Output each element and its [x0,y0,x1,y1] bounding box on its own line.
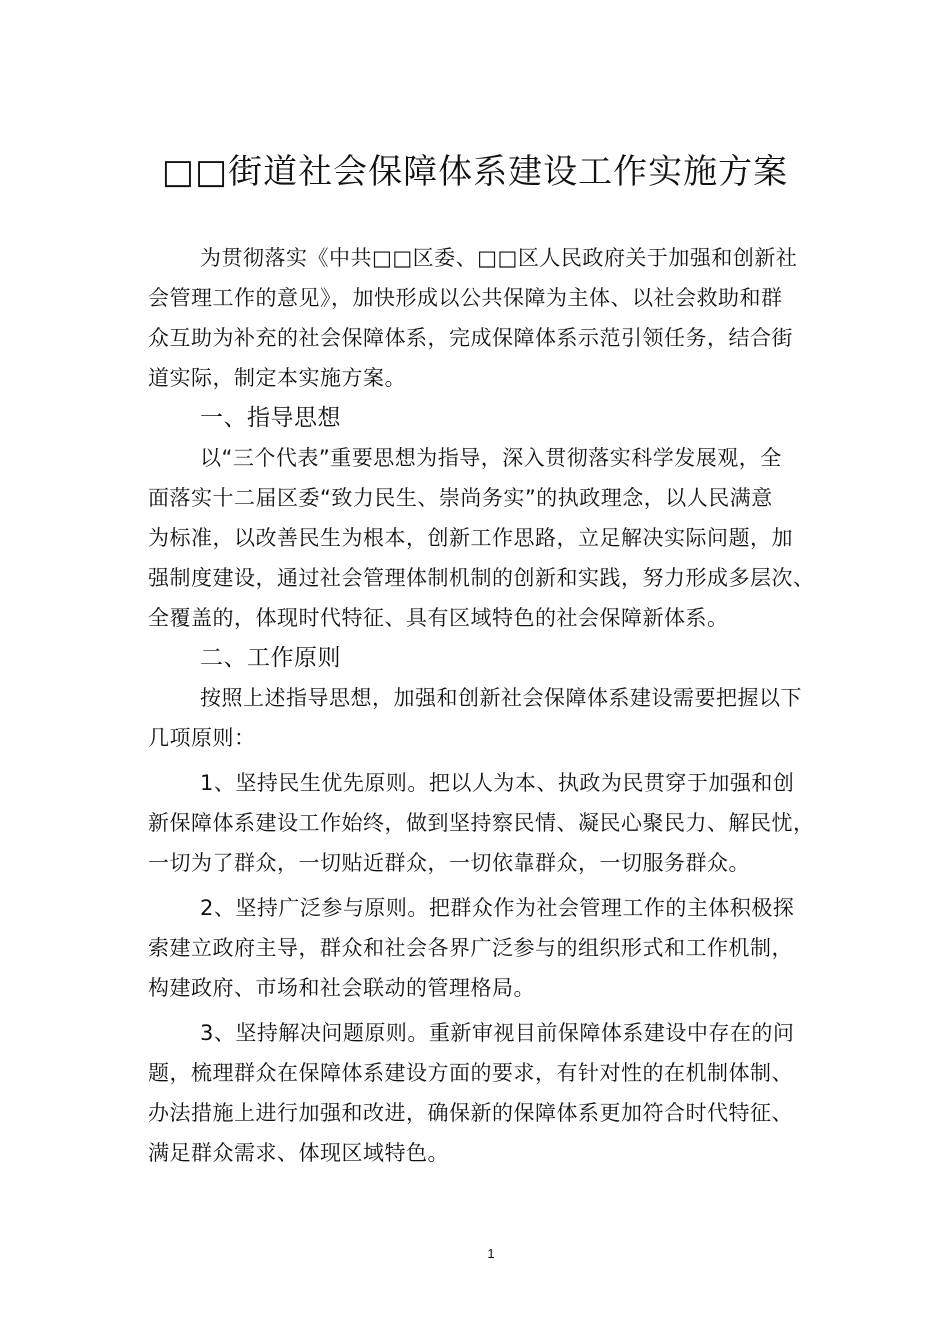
intro-line: 道实际，制定本实施方案。 [148,366,406,390]
principle-2-paragraph [148,888,858,1008]
principle-3-paragraph [148,1013,858,1173]
paragraph-line: 面落实十二届区委“致力民生、崇尚务实”的执政理念，以人民满意 [148,486,773,510]
paragraph-line: 为标准，以改善民生为根本，创新工作思路，立足解决实际问题，加 [148,526,793,550]
section-heading-work-principles: 二、工作原则 [200,645,341,671]
document-body [148,238,858,1173]
intro-line: 会管理工作的意见》，加快形成以公共保障为主体、以社会救助和群 [148,286,783,310]
paragraph-line: 满足群众需求、体现区域特色。 [148,1141,449,1165]
paragraph-line: 新保障体系建设工作始终，做到坚持察民情、凝民心聚民力、解民忧， [148,811,815,835]
paragraph-line: 一切为了群众，一切贴近群众，一切依靠群众，一切服务群众。 [148,851,750,875]
guiding-ideology-paragraph [148,438,858,638]
principle-1-paragraph [148,763,858,883]
document-title: □□街道社会保障体系建设工作实施方案 [161,152,789,192]
section-heading-guiding-ideology: 一、指导思想 [200,405,341,431]
paragraph-line: 构建政府、市场和社会联动的管理格局。 [148,976,535,1000]
paragraph-line: 2、坚持广泛参与原则。把群众作为社会管理工作的主体积极探 [200,896,795,920]
page-number: 1 [487,1246,495,1261]
intro-line: 为贯彻落实《中共□□区委、□□区人民政府关于加强和创新社 [200,246,798,270]
intro-line: 众互助为补充的社会保障体系，完成保障体系示范引领任务，结合街 [148,326,793,350]
paragraph-line: 几项原则： [148,726,256,750]
paragraph-line: 3、坚持解决问题原则。重新审视目前保障体系建设中存在的问 [200,1021,795,1045]
principles-intro-paragraph [148,678,858,758]
paragraph-line: 题，梳理群众在保障体系建设方面的要求，有针对性的在机制体制、 [148,1061,793,1085]
paragraph-line: 全覆盖的，体现时代特征、具有区域特色的社会保障新体系。 [148,606,729,630]
paragraph-line: 强制度建设，通过社会管理体制机制的创新和实践，努力形成多层次、 [148,566,815,590]
intro-paragraph [148,238,858,398]
paragraph-line: 按照上述指导思想，加强和创新社会保障体系建设需要把握以下 [200,686,802,710]
paragraph-line: 1、坚持民生优先原则。把以人为本、执政为民贯穿于加强和创 [200,771,795,795]
paragraph-line: 索建立政府主导，群众和社会各界广泛参与的组织形式和工作机制， [148,936,793,960]
paragraph-line: 办法措施上进行加强和改进，确保新的保障体系更加符合时代特征、 [148,1101,793,1125]
paragraph-line: 以“三个代表”重要思想为指导，深入贯彻落实科学发展观，全 [200,446,782,470]
